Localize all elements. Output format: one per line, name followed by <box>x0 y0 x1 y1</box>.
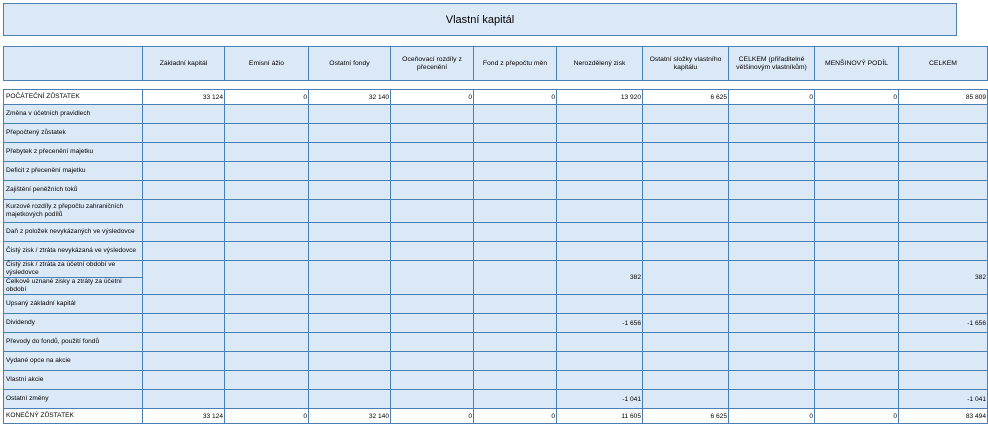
column-header: CELKEM (přiřaditelné většinovým vlastníkům) <box>729 47 815 81</box>
column-header: Ostatní složky vlastního kapitálu <box>643 47 729 81</box>
column-header: Ostatní fondy <box>309 47 391 81</box>
column-header: Fond z přepočtu měn <box>474 47 557 81</box>
row-other-changes <box>4 390 988 409</box>
row-restated <box>4 124 988 143</box>
page-title: Vlastní kapitál <box>3 3 957 36</box>
row-label: Ostatní změny <box>4 390 143 409</box>
row-paid-up-capital <box>4 295 988 314</box>
row-deficit <box>4 162 988 181</box>
header-row <box>4 47 988 81</box>
column-header: CELKEM <box>899 47 988 81</box>
row-label: Změna v účetních pravidlech <box>4 105 143 124</box>
header-corner <box>4 47 143 81</box>
value-cell: 0 <box>815 409 899 424</box>
value-cell: 0 <box>729 90 815 105</box>
value-cell: 33 124 <box>143 90 225 105</box>
value-cell: 0 <box>474 90 557 105</box>
row-policy-change <box>4 105 988 124</box>
row-label: Čistý zisk / ztráta nevykázaná ve výsledovce <box>4 242 143 261</box>
row-tax <box>4 223 988 242</box>
row-cashflow-hedge <box>4 181 988 200</box>
row-label: Deficit z přecenění majetku <box>4 162 143 181</box>
value-cell: 0 <box>391 90 474 105</box>
row-transfers <box>4 333 988 352</box>
row-label: POČÁTEČNÍ ZŮSTATEK <box>4 90 143 105</box>
value-cell: -1 656 <box>557 314 643 333</box>
column-header: MENŠINOVÝ PODÍL <box>815 47 899 81</box>
value-cell: 0 <box>474 409 557 424</box>
row-fx-differences <box>4 200 988 223</box>
value-cell: 83 494 <box>899 409 988 424</box>
row-label: Celkově uznané zisky a ztráty za účetní období <box>4 278 143 295</box>
equity-table <box>3 46 988 424</box>
row-label: Daň z položek nevykázaných ve výsledovce <box>4 223 143 242</box>
value-cell: 85 809 <box>899 90 988 105</box>
row-net-not-recognized <box>4 242 988 261</box>
row-label: Přebytek z přecenění majetku <box>4 143 143 162</box>
row-label: Dividendy <box>4 314 143 333</box>
row-label: Upsaný základní kapitál <box>4 295 143 314</box>
value-cell: 382 <box>557 261 643 295</box>
row-label: Zajištění peněžních toků <box>4 181 143 200</box>
row-opening-balance <box>4 90 988 105</box>
value-cell: 0 <box>391 409 474 424</box>
value-cell: -1 041 <box>557 390 643 409</box>
value-cell: 13 920 <box>557 90 643 105</box>
value-cell: 6 625 <box>643 90 729 105</box>
row-options <box>4 352 988 371</box>
row-closing-balance <box>4 409 988 424</box>
row-label: Vydané opce na akcie <box>4 352 143 371</box>
row-label: Vlastní akcie <box>4 371 143 390</box>
value-cell: 0 <box>225 409 309 424</box>
row-label: Čistý zisk / ztráta za účetní období ve výsledovce <box>4 261 143 278</box>
column-header: Oceňovací rozdíly z přecenění <box>391 47 474 81</box>
column-header: Nerozdělený zisk <box>557 47 643 81</box>
row-label: Kurzové rozdíly z přepočtu zahraničních majetkových podílů <box>4 200 143 223</box>
value-cell: 33 124 <box>143 409 225 424</box>
value-cell: -1 041 <box>899 390 988 409</box>
row-label: Převody do fondů, použití fondů <box>4 333 143 352</box>
value-cell: 382 <box>899 261 988 295</box>
value-cell: 6 625 <box>643 409 729 424</box>
value-cell: 32 140 <box>309 409 391 424</box>
value-cell: 0 <box>225 90 309 105</box>
value-cell: -1 656 <box>899 314 988 333</box>
row-treasury-shares <box>4 371 988 390</box>
column-header: Emisní ážio <box>225 47 309 81</box>
row-surplus <box>4 143 988 162</box>
value-cell: 0 <box>729 409 815 424</box>
value-cell: 0 <box>815 90 899 105</box>
row-dividends <box>4 314 988 333</box>
column-header: Základní kapitál <box>143 47 225 81</box>
row-net-period <box>4 261 988 278</box>
value-cell: 32 140 <box>309 90 391 105</box>
row-label: Přepočtený zůstatek <box>4 124 143 143</box>
row-label: KONEČNÝ ZŮSTATEK <box>4 409 143 424</box>
value-cell: 11 605 <box>557 409 643 424</box>
